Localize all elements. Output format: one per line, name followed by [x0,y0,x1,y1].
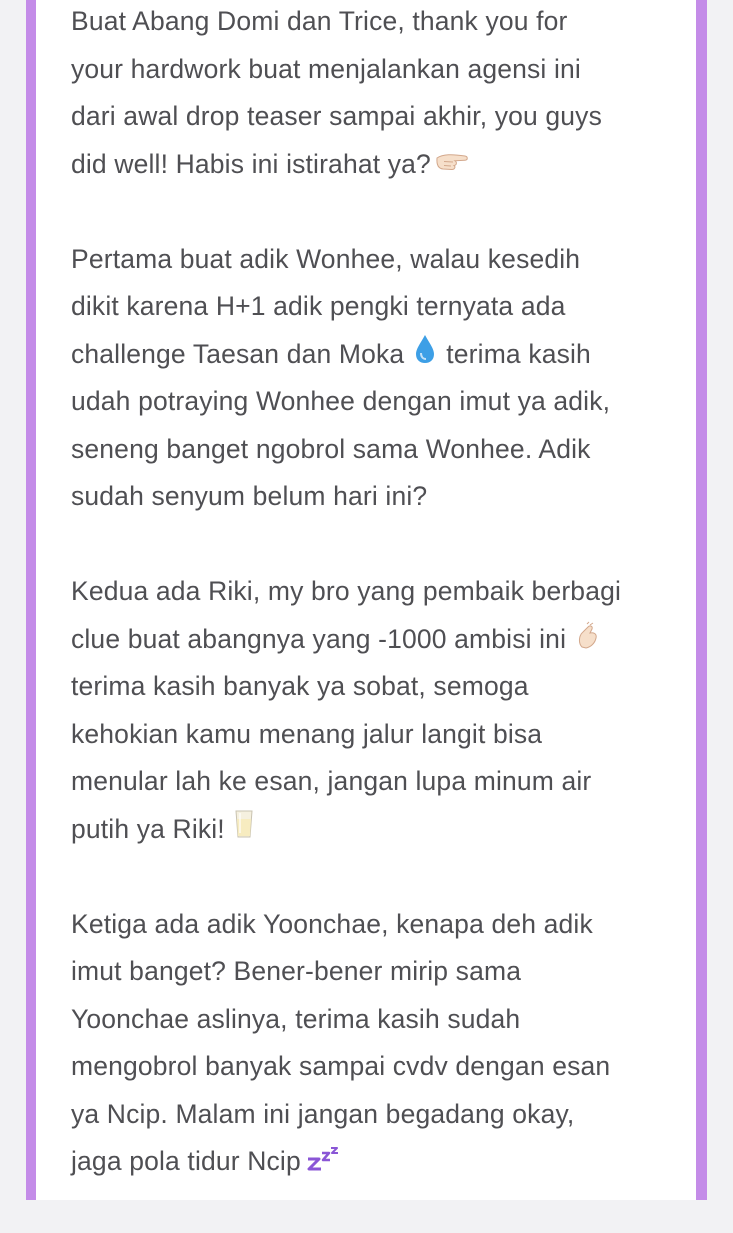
zzz-icon [307,1139,339,1187]
text-fragment: terima kasih [446,338,591,369]
text-line: Buat Abang Domi dan Trice, thank you for [71,6,568,36]
text-line: mengobrol banyak sampai cvdv dengan esan [71,1051,611,1081]
paragraph-riki [71,568,691,853]
message-card [36,0,696,1200]
text-line-with-emoji [71,616,691,664]
text-line: dari awal drop teaser sampai akhir, you guys [71,101,602,131]
paragraph-wonhee [71,236,691,521]
droplet-icon [414,332,436,380]
text-line: imut banget? Bener-bener mirip sama [71,956,522,986]
right-accent-border [696,0,707,1200]
text-line-with-emoji [71,1138,691,1186]
text-line: Yoonchae aslinya, terima kasih sudah [71,1003,521,1034]
text-fragment: challenge Taesan dan Moka [71,338,405,369]
paragraph-yoonchae [71,901,691,1186]
text-line: Ketiga ada adik Yoonchae, kenapa deh adik [71,908,593,939]
text-line: udah potraying Wonhee dengan imut ya adik, [71,386,611,416]
text-fragment: did well! Habis ini istirahat ya? [71,148,431,179]
text-line: Pertama buat adik Wonhee, walau kesedih [71,243,581,274]
text-line: dikit karena H+1 adik pengki ternyata ada [71,291,566,321]
text-line-with-emoji [71,331,691,379]
text-line-with-emoji [71,141,691,189]
text-line: terima kasih banyak ya sobat, semoga [71,671,529,701]
text-line: Kedua ada Riki, my bro yang pembaik berbagi [71,576,622,606]
message-body [71,0,691,1233]
text-fragment: jaga pola tidur Ncip [71,1146,301,1176]
text-line: your hardwork buat menjalankan agensi ini [71,53,581,84]
text-fragment: clue buat abangnya yang -1000 ambisi ini [71,623,567,654]
text-line-with-emoji [71,806,691,854]
milk-glass-icon [233,807,255,855]
paragraph-thanks-agency [71,0,691,188]
pointing-hand-icon [435,142,469,190]
text-line: seneng banget ngobrol sama Wonhee. Adik [71,433,591,464]
finger-heart-icon [576,617,600,665]
text-fragment: putih ya Riki! [71,813,225,844]
text-line: ya Ncip. Malam ini jangan begadang okay, [71,1098,575,1129]
left-accent-border [26,0,36,1200]
text-line: menular lah ke esan, jangan lupa minum air [71,766,592,796]
text-line: sudah senyum belum hari ini? [71,481,428,511]
text-line: kehokian kamu menang jalur langit bisa [71,718,543,749]
